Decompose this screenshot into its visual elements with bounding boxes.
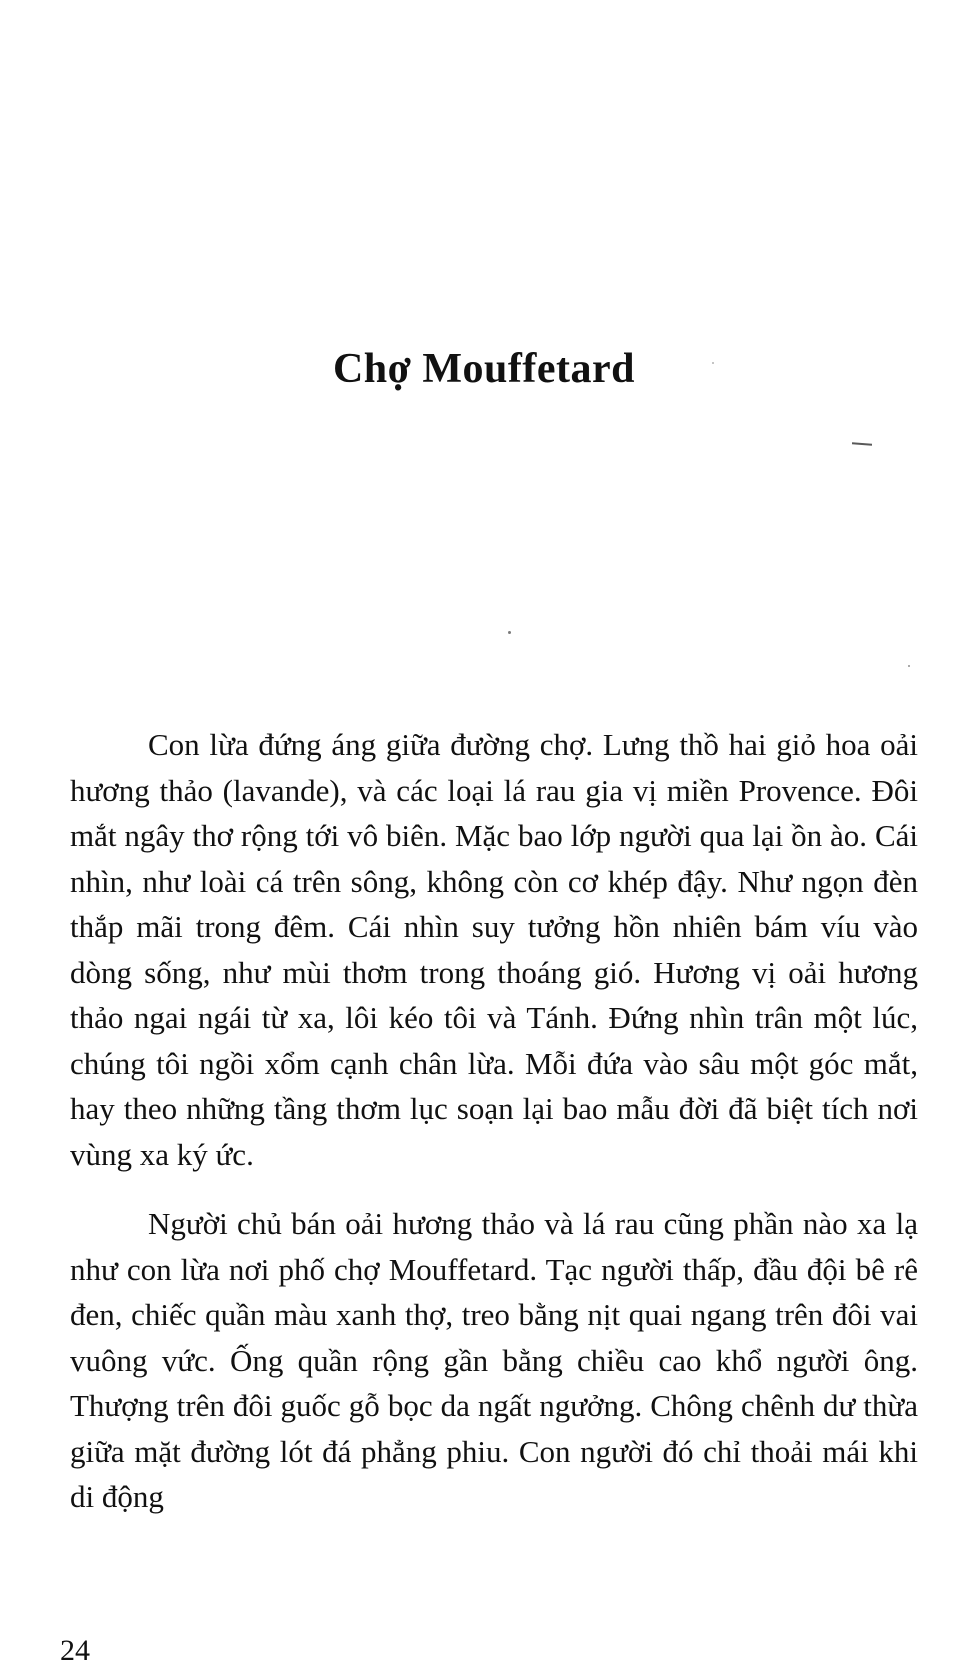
- scan-speck: [712, 362, 714, 364]
- scan-speck: [508, 631, 511, 634]
- paragraph: Người chủ bán oải hương thảo và lá rau cũng phần nào xa lạ như con lừa nơi phố chợ Mouffetard. Tạc người thấp, đầu đội bê rê đen, chiếc quần màu xanh thợ, treo bằng nịt quai ngang trên đôi vai vuông vức. Ống quần rộng gần bằng chiều cao khổ người ông. Thượng trên đôi guốc gỗ bọc da ngất ngưởng. Chông chênh dư thừa giữa mặt đường lót đá phẳng phiu. Con người đó chỉ thoải mái khi di động: [70, 1206, 918, 1514]
- scan-mark: [852, 442, 872, 445]
- chapter-title: Chợ Mouffetard: [332, 346, 636, 392]
- body-text: [70, 722, 918, 1520]
- paragraph: Con lừa đứng áng giữa đường chợ. Lưng thồ hai giỏ hoa oải hương thảo (lavande), và các loại lá rau gia vị miền Provence. Đôi mắt ngây thơ rộng tới vô biên. Mặc bao lớp người qua lại ồn ào. Cái nhìn, như loài cá trên sông, không còn cơ khép đậy. Như ngọn đèn thắp mãi trong đêm. Cái nhìn suy tưởng hồn nhiên bám víu vào dòng sống, như mùi thơm trong thoáng gió. Hương vị oải hương thảo ngai ngái từ xa, lôi kéo tôi và Tánh. Đứng nhìn trân một lúc, chúng tôi ngồi xổm cạnh chân lừa. Mỗi đứa vào sâu một góc mắt, hay theo những tầng thơm lục soạn lại bao mẫu đời đã biệt tích nơi vùng xa ký ức.: [70, 727, 918, 1172]
- scan-speck: [908, 665, 910, 667]
- page-number: 24: [60, 1634, 90, 1667]
